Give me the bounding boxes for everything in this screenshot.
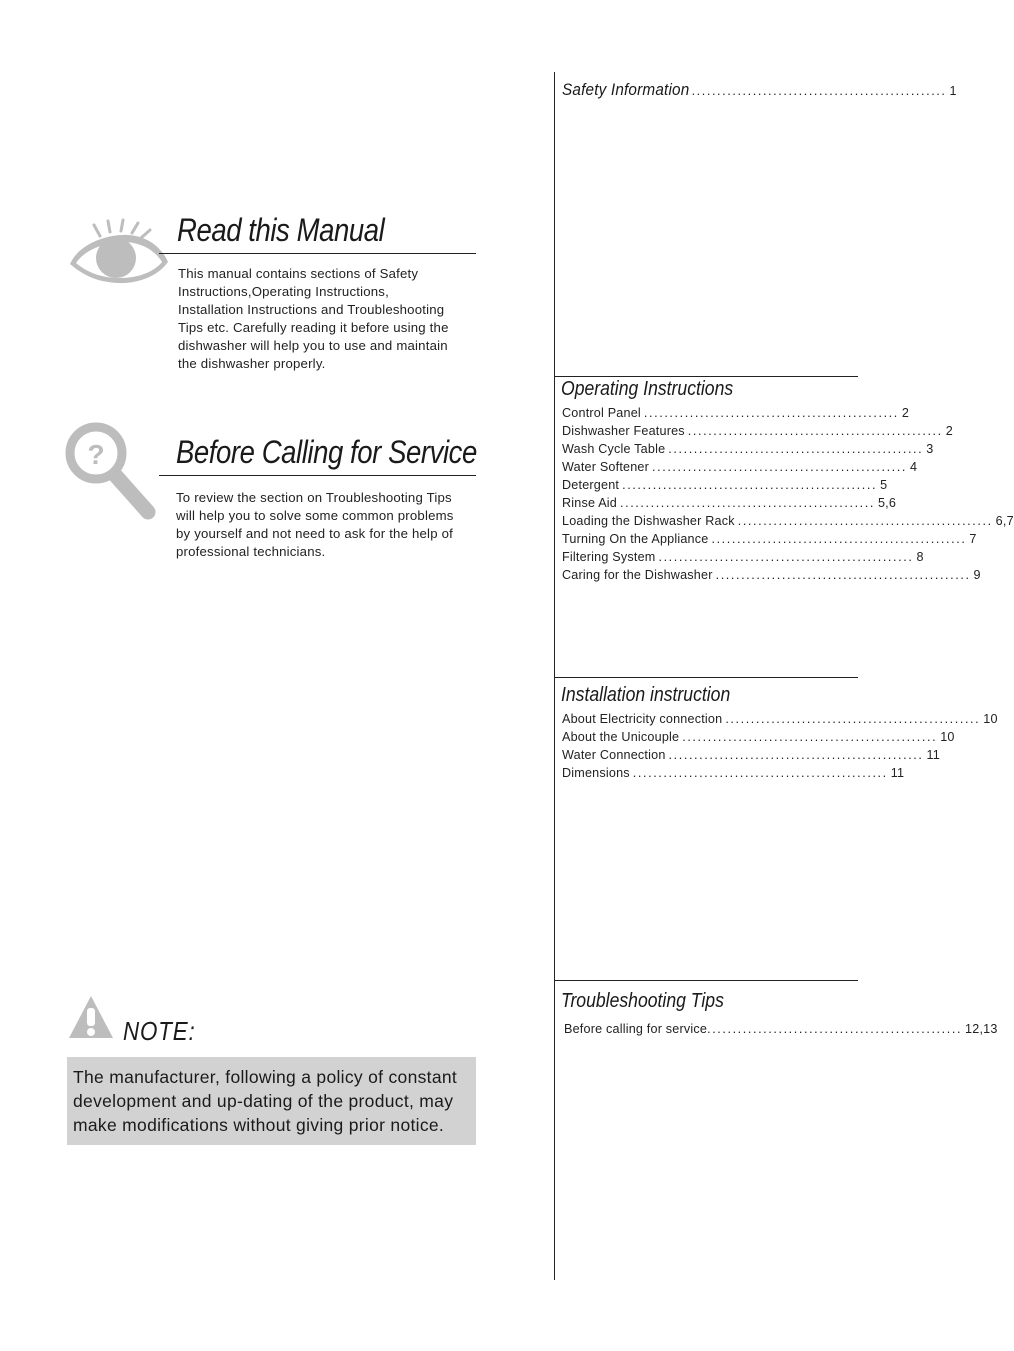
- toc-troubleshooting-list: [564, 1022, 998, 1040]
- before-service-text: To review the section on Troubleshooting Tips will help you to solve some common problems by yourself and not need to ask for the help of professional technicians.: [176, 490, 454, 559]
- toc-item[interactable]: Filtering System .................................................. 8: [562, 550, 924, 564]
- toc-item[interactable]: Rinse Aid .................................................. 5,6: [562, 496, 897, 510]
- toc-item[interactable]: Caring for the Dishwasher .................................................. 9: [562, 568, 981, 582]
- magnifier-icon: [64, 420, 158, 522]
- read-manual-text: This manual contains sections of Safety Instructions,Operating Instructions, Installation Instructions and Troubleshooting Tips etc. Carefully reading it before using the dishwasher will help you to use and maintain the dishwasher properly.: [178, 266, 449, 371]
- toc-item[interactable]: About the Unicouple .................................................. 10: [562, 730, 955, 744]
- toc-item[interactable]: Loading the Dishwasher Rack .................................................. 6,7: [562, 514, 1014, 528]
- warning-icon: [67, 994, 115, 1042]
- eye-icon: [66, 218, 172, 286]
- toc-item[interactable]: Control Panel .................................................. 2: [562, 406, 910, 420]
- toc-item[interactable]: Detergent .................................................. 5: [562, 478, 888, 492]
- toc-troubleshooting-title: Troubleshooting Tips: [561, 990, 724, 1012]
- toc-rule-operating: [554, 376, 858, 377]
- note-text: The manufacturer, following a policy of constant development and up-dating of the product, may make modifications without giving prior notice.: [73, 1067, 458, 1135]
- toc-item[interactable]: Turning On the Appliance .................................................. 7: [562, 532, 977, 546]
- toc-safety: [562, 80, 957, 99]
- toc-installation-list: [562, 712, 998, 784]
- toc-item[interactable]: Safety Information .................................................. 1: [562, 80, 957, 99]
- toc-item[interactable]: Water Softener .................................................. 4: [562, 460, 918, 474]
- toc-operating-title: Operating Instructions: [561, 378, 734, 400]
- svg-text:?: ?: [87, 439, 105, 470]
- before-service-rule: [159, 475, 476, 476]
- before-service-title: Before Calling for Service: [176, 434, 477, 470]
- toc-item[interactable]: About Electricity connection .................................................. 10: [562, 712, 998, 726]
- toc-divider-vertical: [554, 72, 555, 1280]
- toc-item[interactable]: Dishwasher Features .................................................. 2: [562, 424, 953, 438]
- note-title: NOTE:: [123, 1016, 196, 1046]
- toc-item[interactable]: Dimensions .................................................. 11: [562, 766, 905, 780]
- toc-rule-installation: [554, 677, 858, 678]
- read-manual-title: Read this Manual: [177, 212, 385, 248]
- toc-item[interactable]: Wash Cycle Table .................................................. 3: [562, 442, 934, 456]
- toc-item[interactable]: Water Connection .................................................. 11: [562, 748, 940, 762]
- toc-operating-list: [562, 406, 1014, 586]
- read-manual-rule: [159, 253, 476, 254]
- toc-installation-title: Installation instruction: [561, 684, 731, 706]
- toc-item[interactable]: Before calling for service .................................................. 12,13: [564, 1022, 998, 1036]
- note-box: [67, 1057, 476, 1145]
- toc-rule-troubleshooting: [554, 980, 858, 981]
